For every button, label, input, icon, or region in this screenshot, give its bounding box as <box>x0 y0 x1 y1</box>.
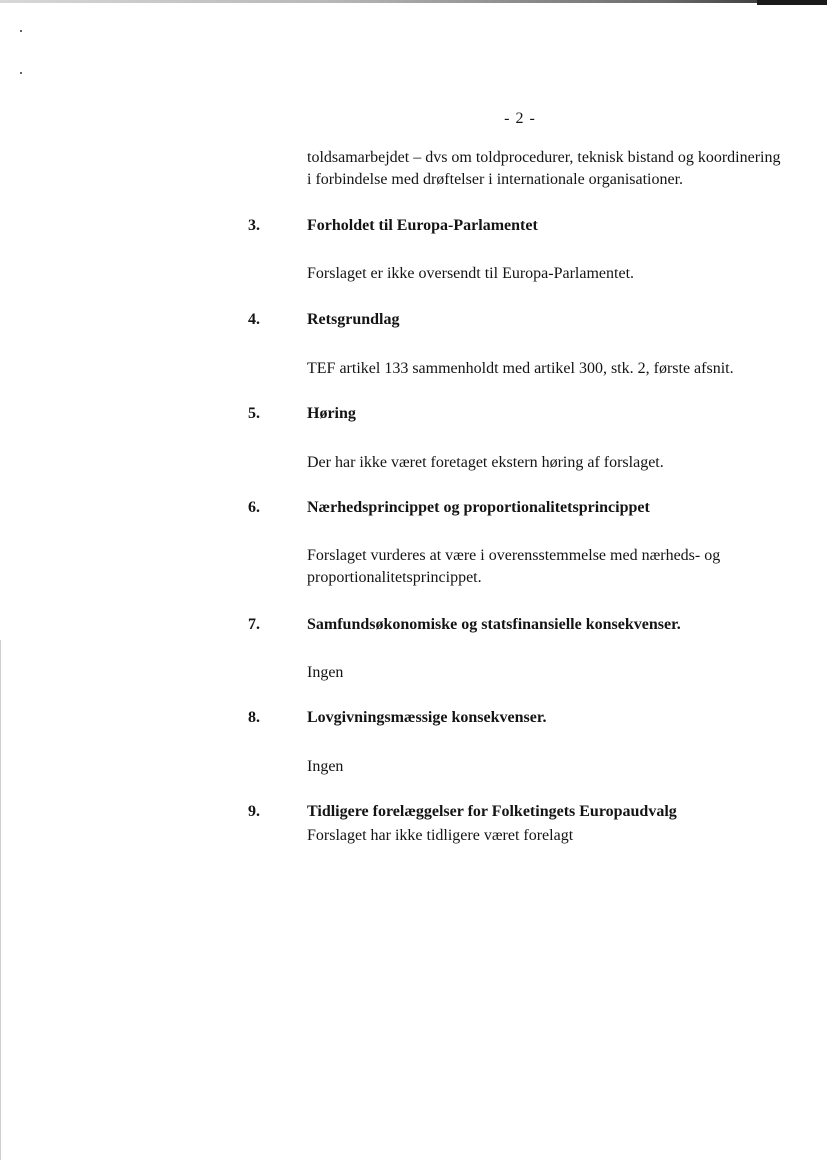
section-heading-9: Tidligere forelæggelser for Folketingets Europaudvalg <box>307 803 677 820</box>
section-number-9: 9. <box>248 803 260 820</box>
section-heading-8: Lovgivningsmæssige konsekvenser. <box>307 709 547 726</box>
intro-paragraph <box>307 147 780 191</box>
section-number-5: 5. <box>248 405 260 422</box>
section-body-5: Der har ikke været foretaget ekstern høring af forslaget. <box>307 454 664 471</box>
section-body-9: Forslaget har ikke tidligere været forelagt <box>307 827 574 844</box>
section-heading-4: Retsgrundlag <box>307 311 400 328</box>
section-body-3: Forslaget er ikke oversendt til Europa-Parlamentet. <box>307 265 635 282</box>
intro-line-1: toldsamarbejdet – dvs om toldprocedurer, teknisk bistand og koordinering <box>307 149 781 166</box>
section-heading-5: Høring <box>307 405 356 422</box>
section-body-4: TEF artikel 133 sammenholdt med artikel 300, stk. 2, første afsnit. <box>307 360 734 377</box>
page-number: - 2 - <box>504 110 536 127</box>
section-number-6: 6. <box>248 499 260 516</box>
section-number-8: 8. <box>248 709 260 726</box>
section-number-3: 3. <box>248 217 260 234</box>
section-body-6-line-2: proportionalitetsprincippet. <box>307 569 482 586</box>
section-body-8: Ingen <box>307 758 344 775</box>
section-heading-3: Forholdet til Europa-Parlamentet <box>307 217 538 234</box>
top-scan-rule <box>0 0 827 3</box>
section-body-7: Ingen <box>307 664 344 681</box>
section-heading-6: Nærhedsprincippet og proportionalitetsprincippet <box>307 499 650 516</box>
scan-speck <box>20 72 22 74</box>
scan-speck <box>20 30 22 32</box>
top-scan-rule-end <box>757 0 827 5</box>
intro-line-2: i forbindelse med drøftelser i internationale organisationer. <box>307 171 684 188</box>
section-heading-7: Samfundsøkonomiske og statsfinansielle konsekvenser. <box>307 616 681 633</box>
scan-left-edge <box>0 640 1 1160</box>
section-number-4: 4. <box>248 311 260 328</box>
section-number-7: 7. <box>248 616 260 633</box>
section-body-6-line-1: Forslaget vurderes at være i overensstemmelse med nærheds- og <box>307 547 721 564</box>
